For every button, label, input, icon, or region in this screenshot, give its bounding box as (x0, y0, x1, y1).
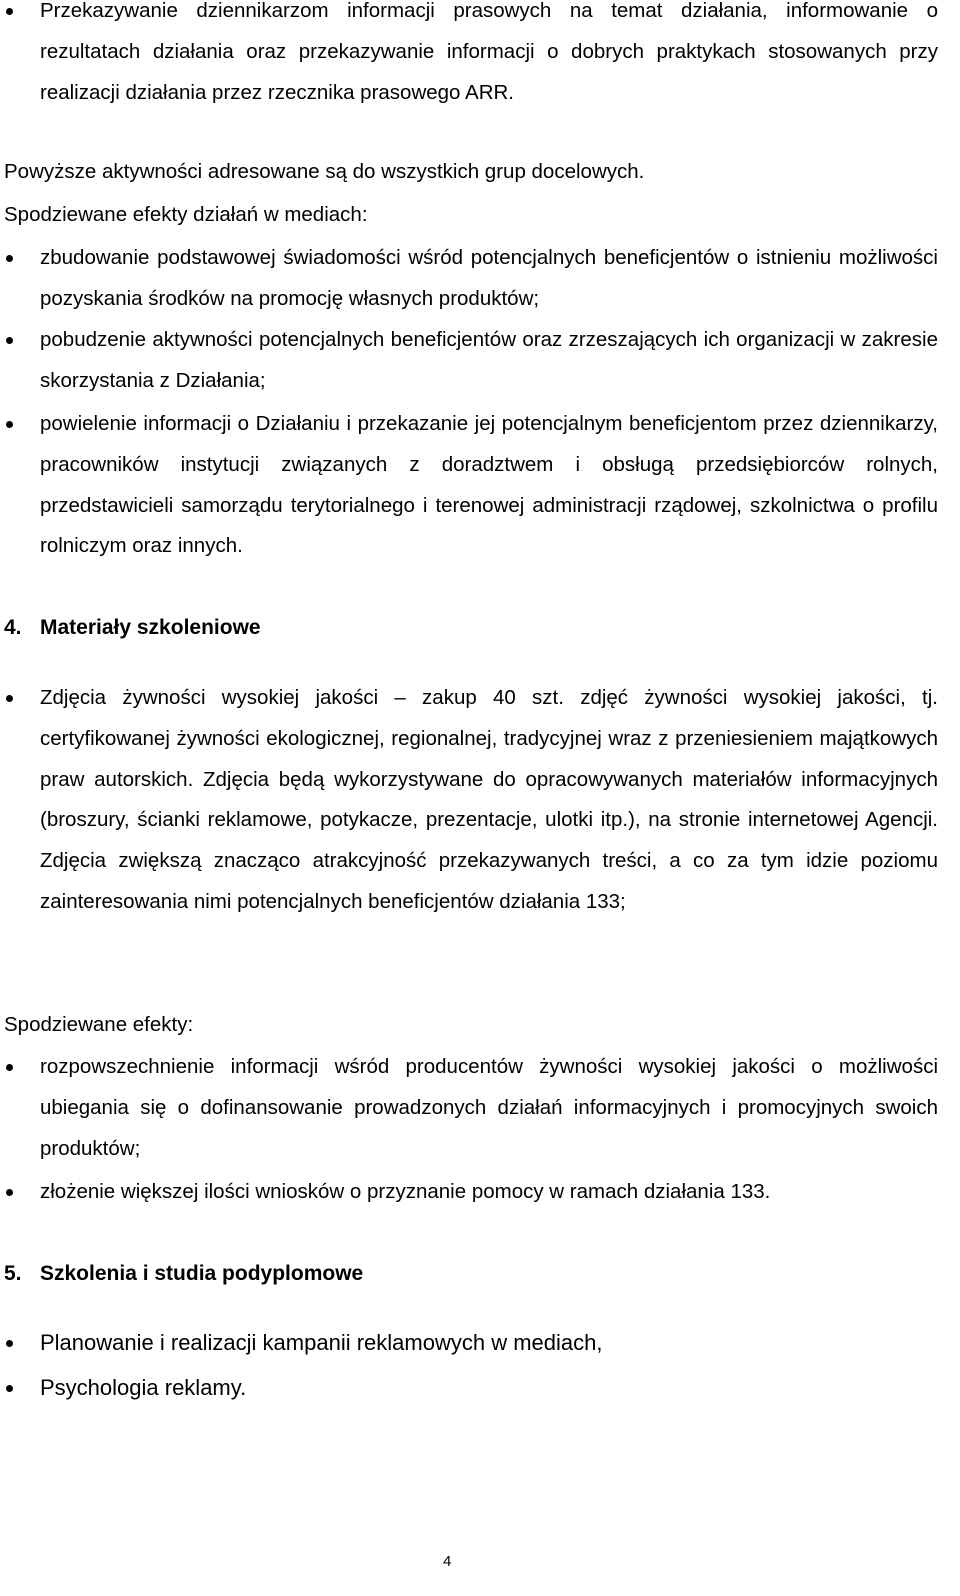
list-item: Zdjęcia żywności wysokiej jakości – zakup 40 szt. zdjęć żywności wysokiej jakości, tj. certyfikowanej żywności ekologicznej, regionalnej, tradycyjnej wraz z przeniesieniem majątkowych praw autorskich. Zdjęcia będą wykorzystywane do opracowywanych materiałów informacyjnych (broszury, ścianki reklamowe, potykacze, prezentacje, ulotki itp.), na stronie internetowej Agencji. Zdjęcia zwiększą znacząco atrakcyjność przekazywanych treści, a co za tym idzie poziomu zainteresowania nimi potencjalnych beneficjentów działania 133; (40, 678, 938, 923)
section-number: 5. (4, 1262, 22, 1285)
list-item: powielenie informacji o Działaniu i przekazanie jej potencjalnym beneficjentom przez dziennikarzy, pracowników instytucji związanych z doradztwem i obsługą przedsiębiorców rolnych, przedstawicieli samorządu terytorialnego i terenowej administracji rządowej, szkolnictwa o profilu rolniczym oraz innych. (40, 404, 938, 567)
section-title: Szkolenia i studia podyplomowe (40, 1262, 364, 1285)
section-title: Materiały szkoleniowe (40, 616, 261, 639)
page-number: 4 (443, 1553, 452, 1570)
list-item: Przekazywanie dziennikarzom informacji prasowych na temat działania, informowanie o rezultatach działania oraz przekazywanie informacji o dobrych praktykach stosowanych przy realizacji działania przez rzecznika prasowego ARR. (40, 0, 938, 113)
audience-note: Powyższe aktywności adresowane są do wszystkich grup docelowych. (4, 160, 645, 183)
list-item: Psychologia reklamy. (40, 1366, 938, 1410)
list-item: pobudzenie aktywności potencjalnych beneficjentów oraz zrzeszających ich organizacji w zakresie skorzystania z Działania; (40, 320, 938, 402)
list-item: złożenie większej ilości wniosków o przyznanie pomocy w ramach działania 133. (40, 1172, 938, 1213)
effects-heading: Spodziewane efekty: (4, 1013, 194, 1036)
section-heading-4 (4, 608, 261, 648)
list-item: zbudowanie podstawowej świadomości wśród potencjalnych beneficjentów o istnieniu możliwości pozyskania środków na promocję własnych produktów; (40, 238, 938, 320)
list-item: Planowanie i realizacji kampanii reklamowych w mediach, (40, 1321, 938, 1365)
section-heading-5 (4, 1254, 363, 1294)
media-effects-heading: Spodziewane efekty działań w mediach: (4, 203, 368, 226)
list-item: rozpowszechnienie informacji wśród producentów żywności wysokiej jakości o możliwości ubiegania się o dofinansowanie prowadzonych działań informacyjnych i promocyjnych swoich produktów; (40, 1047, 938, 1169)
section-number: 4. (4, 616, 22, 639)
